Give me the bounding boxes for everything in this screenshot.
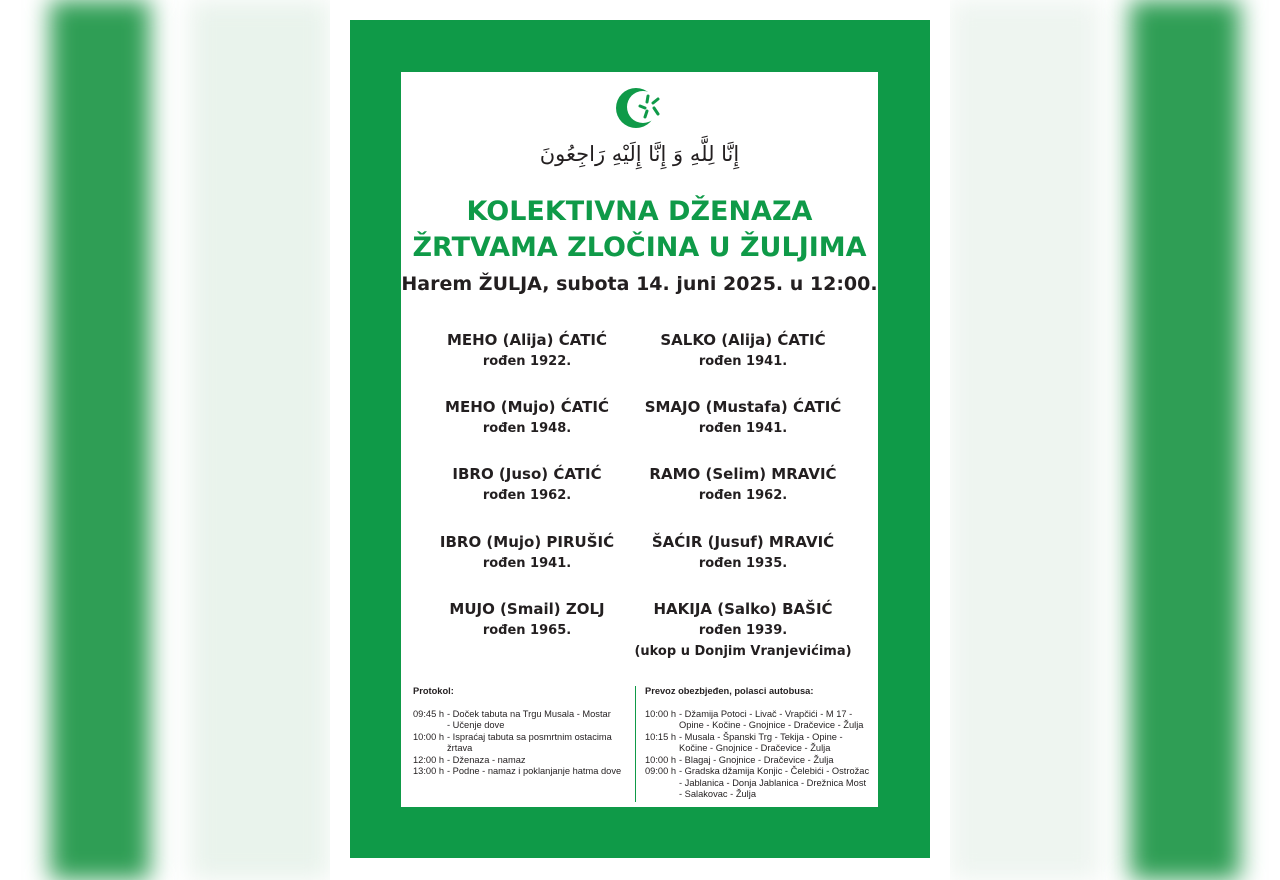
victim-born: rođen 1962. — [482, 488, 572, 503]
blurred-background — [1130, 0, 1240, 880]
funeral-poster — [330, 0, 950, 880]
protocol-item: - Doček tabuta na Trgu Musala - Mostar — [447, 708, 611, 719]
victim-entry — [628, 330, 858, 372]
time: 10:00 h — [413, 731, 445, 742]
time: 10:00 h — [645, 754, 677, 765]
time: 12:00 h — [413, 754, 445, 765]
transport-section — [645, 686, 871, 801]
victim-born: rođen 1941. — [698, 421, 788, 436]
bus-route: - Džamija Potoci - Livač - Vrapčići - M 17 - Opine - Kočine - Gnojnice - Dračevice - Žulja — [679, 708, 864, 730]
time: 09:45 h — [413, 708, 445, 719]
victim-born: rođen 1948. — [482, 421, 572, 436]
blurred-background — [950, 0, 1100, 880]
bus-route: - Musala - Španski Trg - Tekija - Opine - Kočine - Gnojnice - Dračevice - Žulja — [679, 731, 843, 753]
green-border — [350, 20, 930, 858]
time — [413, 720, 447, 732]
protocol-title: Protokol: — [413, 686, 454, 696]
victim-name: IBRO (Juso) ĆATIĆ — [452, 465, 602, 483]
victim-born: rođen 1965. — [482, 623, 572, 638]
victim-entry — [412, 532, 642, 574]
event-subtitle: Harem ŽULJA, subota 14. juni 2025. u 12:00. — [401, 273, 878, 295]
transport-title: Prevoz obezbjeđen, polasci autobusa: — [645, 686, 814, 696]
blurred-background — [190, 0, 330, 880]
victim-entry — [628, 532, 858, 574]
burial-note: (ukop u Donjim Vranjevićima) — [634, 644, 852, 659]
victim-entry — [628, 599, 858, 662]
time: 13:00 h — [413, 766, 445, 776]
time: 09:00 h — [645, 766, 677, 776]
victim-born: rođen 1939. — [698, 623, 788, 638]
arabic-verse: إِنَّا لِلَّهِ وَ إِنَّا إِلَيْهِ رَاجِعُونَ — [539, 142, 740, 166]
victim-name: MEHO (Mujo) ĆATIĆ — [445, 398, 609, 416]
victim-name: RAMO (Selim) MRAVIĆ — [649, 465, 837, 483]
victim-entry — [628, 397, 858, 439]
victim-name: ŠAĆIR (Jusuf) MRAVIĆ — [651, 533, 835, 551]
bus-route: - Gradska džamija Konjic - Čelebići - Ostrožac - Jablanica - Donja Jablanica - Drežnica Most - Salakovac - Žulja — [679, 766, 870, 799]
victim-born: rođen 1935. — [698, 556, 788, 571]
victim-entry — [412, 397, 642, 439]
victim-name: SALKO (Alija) ĆATIĆ — [660, 331, 826, 349]
victim-entry — [628, 464, 858, 506]
time: 10:15 h — [645, 731, 677, 742]
victim-name: SMAJO (Mustafa) ĆATIĆ — [644, 398, 842, 416]
victim-entry — [412, 599, 642, 641]
crescent-star-icon — [614, 86, 668, 130]
victim-born: rođen 1962. — [698, 488, 788, 503]
protocol-item: - Ispraćaj tabuta sa posmrtnim ostacima žrtava — [447, 731, 612, 753]
protocol-item: - Dženaza - namaz — [447, 754, 526, 765]
divider — [635, 686, 636, 802]
victim-name: HAKIJA (Salko) BAŠIĆ — [653, 600, 833, 618]
victim-born: rođen 1941. — [482, 556, 572, 571]
title-line-2: ŽRTVAMA ZLOČINA U ŽULJIMA — [412, 232, 867, 263]
victim-born: rođen 1922. — [482, 354, 572, 369]
protocol-item: - Podne - namaz i poklanjanje hatma dove — [447, 766, 622, 776]
bus-route: - Blagaj - Gnojnice - Dračevice - Žulja — [679, 754, 834, 765]
title-line-1: KOLEKTIVNA DŽENAZA — [466, 196, 813, 227]
victim-entry — [412, 330, 642, 372]
blurred-background — [50, 0, 150, 880]
victim-name: IBRO (Mujo) PIRUŠIĆ — [439, 533, 615, 551]
victim-born: rođen 1941. — [698, 354, 788, 369]
poster-content — [401, 72, 878, 807]
victim-name: MUJO (Smail) ZOLJ — [449, 600, 605, 618]
victim-name: MEHO (Alija) ĆATIĆ — [446, 331, 608, 349]
protocol-item: - Učenje dove — [447, 720, 505, 730]
time: 10:00 h — [645, 708, 677, 719]
protocol-section — [413, 686, 633, 778]
victim-entry — [412, 464, 642, 506]
